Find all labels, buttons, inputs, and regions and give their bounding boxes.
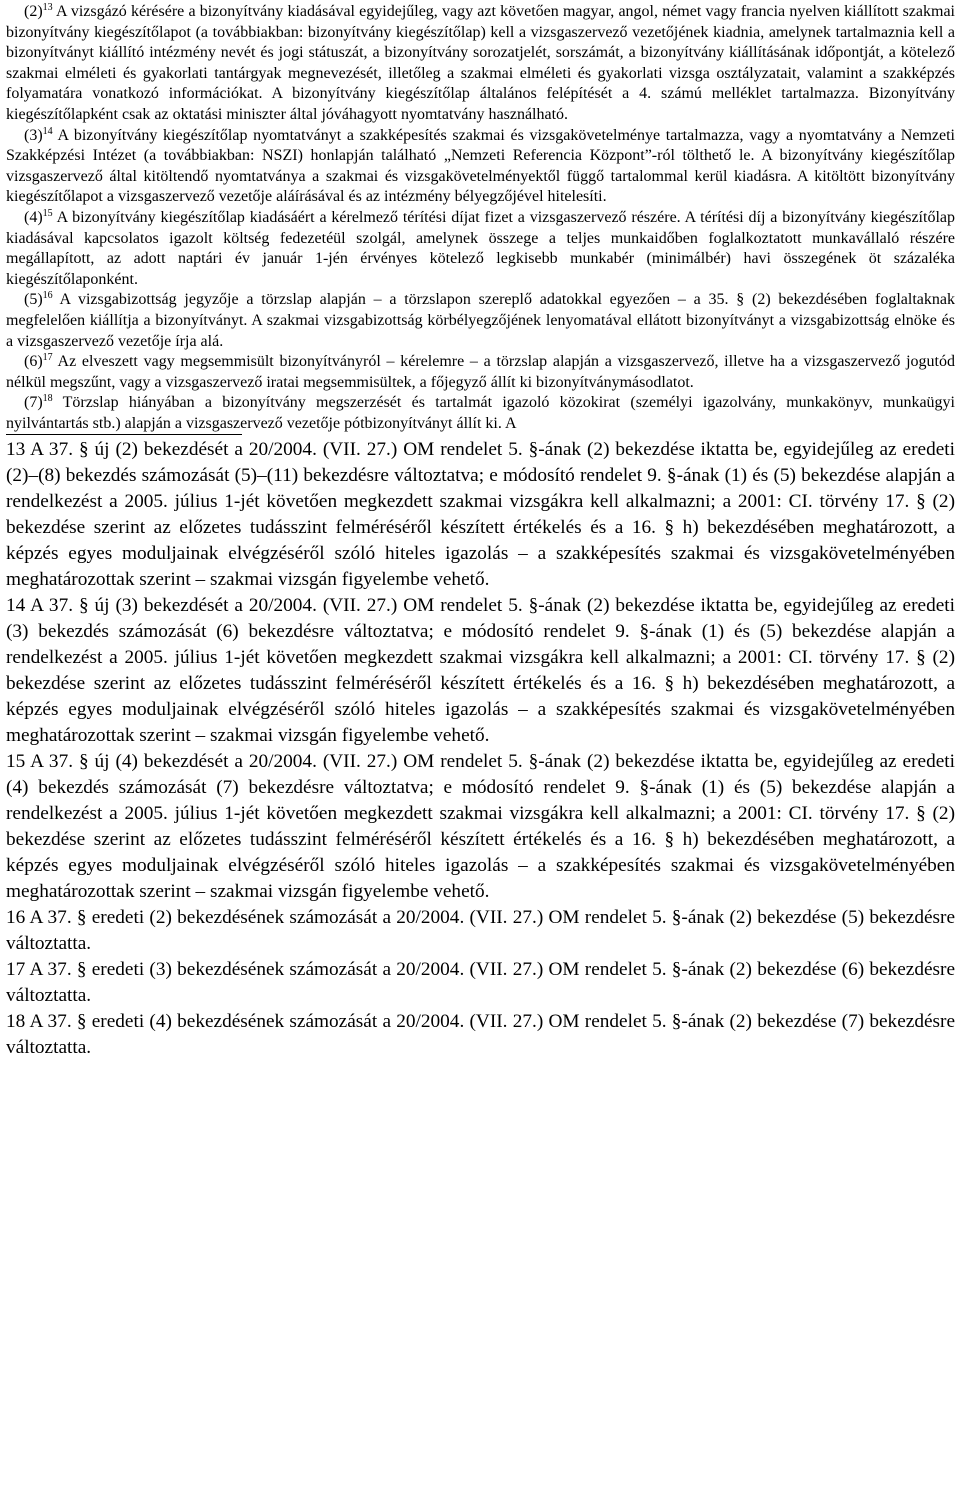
footnote-ref: 13 bbox=[42, 2, 53, 13]
footnote-17: 17 A 37. § eredeti (3) bekezdésének számozását a 20/2004. (VII. 27.) OM rendelet 5. §-ának (2) bekezdése (6) bekezdésre változtatta. bbox=[6, 959, 955, 1007]
footnote-18: 18 A 37. § eredeti (4) bekezdésének számozását a 20/2004. (VII. 27.) OM rendelet 5. §-ának (2) bekezdése (7) bekezdésre változtatta. bbox=[6, 1011, 955, 1059]
paragraph-text: Az elveszett vagy megsemmisült bizonyítványról – kérelemre – a törzslap alapján a vizsgaszervező, illetve ha a vizsgaszervező jogutód nélkül megszűnt, vagy a vizsgaszervező iratai megsemmisültek, a főjegyző állít ki bizonyítványmásodlatot. bbox=[6, 353, 955, 391]
paragraph-6 bbox=[6, 352, 955, 393]
paragraph-text: A vizsgabizottság jegyzője a törzslap alapján – a törzslapon szereplő adatokkal egyezően – a 35. § (2) bekezdésében foglaltaknak megfelelően kiállítja a bizonyítványt. A szakmai vizsgabizottság körbélyegzőjének lenyomatával ellátott bizonyítványt a vizsgabizottság elnöke és a vizsgaszervező vezetője írja alá. bbox=[6, 291, 955, 350]
footnote-ref: 18 bbox=[42, 393, 53, 405]
paragraph-text: Törzslap hiányában a bizonyítvány megszerzését és tartalmát igazoló közokirat (személyi igazolvány, munkakönyv, munkaügyi nyilvántartás stb.) alapján a vizsgaszervező vezetője pótbizonyítványt állít ki. A bbox=[6, 394, 956, 432]
paragraph-number: (7) bbox=[24, 394, 43, 412]
paragraph-number: (2) bbox=[24, 3, 43, 20]
paragraph-number: (5) bbox=[24, 291, 43, 309]
footnote-14: 14 A 37. § új (3) bekezdését a 20/2004. (VII. 27.) OM rendelet 5. §-ának (2) bekezdése iktatta be, egyidejűleg az eredeti (3) bekezdés számozását (6) bekezdésre változtatva; e módosító rendelet 9. §-ának (1) és (5) bekezdése alapján a rendelkezést a 2005. július 1-jét követően megkezdett szakmai vizsgákra kell alkalmazni; a 2001: CI. törvény 17. § (2) bekezdése szerint az előzetes tudásszint felméréséről készített értékelés és a 16. § h) bekezdésében meghatározott, a képzés egyes moduljainak elvégzéséről szóló hiteles igazolás – a szakképesítés szakmai és vizsgakövetelményében meghatározottak szerint – szakmai vizsgán figyelembe vehető. bbox=[6, 595, 955, 747]
footnote-separator bbox=[6, 434, 242, 435]
footnote-ref: 16 bbox=[42, 290, 53, 302]
footnote-ref: 15 bbox=[42, 207, 53, 219]
footnote-ref: 14 bbox=[42, 125, 53, 137]
footnote-15: 15 A 37. § új (4) bekezdését a 20/2004. (VII. 27.) OM rendelet 5. §-ának (2) bekezdése iktatta be, egyidejűleg az eredeti (4) bekezdés számozását (7) bekezdésre változtatva; e módosító rendelet 9. §-ának (1) és (5) bekezdése alapján a rendelkezést a 2005. július 1-jét követően megkezdett szakmai vizsgákra kell alkalmazni; a 2001: CI. törvény 17. § (2) bekezdése szerint az előzetes tudásszint felméréséről készített értékelés és a 16. § h) bekezdésében meghatározott, a képzés egyes moduljainak elvégzéséről szóló hiteles igazolás – a szakképesítés szakmai és vizsgakövetelményében meghatározottak szerint – szakmai vizsgán figyelembe vehető. bbox=[6, 751, 955, 903]
paragraph-number: (6) bbox=[24, 353, 43, 371]
footnote-ref: 17 bbox=[42, 352, 53, 364]
footnotes bbox=[6, 437, 955, 1061]
paragraph-number: (4) bbox=[24, 208, 43, 226]
paragraph-4 bbox=[6, 208, 955, 290]
paragraph-7 bbox=[6, 393, 955, 434]
paragraph-2 bbox=[6, 0, 955, 126]
body-text bbox=[6, 0, 955, 434]
paragraph-text: A bizonyítvány kiegészítőlap kiadásáért a kérelmező térítési díjat fizet a vizsgaszervező részére. A térítési díj a bizonyítvány kiegészítőlap kiadásával kapcsolatos igazolt költség fedezetéül szolgál, amelynek összege a teljes munkaidőben foglalkoztatott munkavállaló részére megállapított, az adott naptári év január 1-jén érvényes kötelező legkisebb munkabér (minimálbér) havi összegének öt százaléka kiegészítőlaponként. bbox=[6, 208, 955, 288]
paragraph-3 bbox=[6, 126, 955, 208]
footnote-16: 16 A 37. § eredeti (2) bekezdésének számozását a 20/2004. (VII. 27.) OM rendelet 5. §-ának (2) bekezdése (5) bekezdésre változtatta. bbox=[6, 907, 955, 955]
paragraph-text: A bizonyítvány kiegészítőlap nyomtatványt a szakképesítés szakmai és vizsgakövetelménye tartalmazza, vagy a nyomtatvány a Nemzeti Szakképzési Intézet (a továbbiakban: NSZI) honlapján található „Nemzeti Referencia Központ”-ról tölthető le. A bizonyítvány kiegészítőlap vizsgaszervező által kitöltendő nyomtatványa a szakmai és vizsgakövetelményektől függő tartalommal kerül kiadásra. A kitöltött bizonyítvány kiegészítőlapot a vizsgaszervező vezetője aláírásával és az intézmény bélyegzőjével hitelesíti. bbox=[6, 126, 955, 206]
paragraph-number: (3) bbox=[24, 126, 43, 144]
paragraph-5 bbox=[6, 290, 955, 352]
paragraph-text: A vizsgázó kérésére a bizonyítvány kiadásával egyidejűleg, vagy azt követően magyar, angol, német vagy francia nyelven kiállított szakmai bizonyítvány kiegészítőlapot (a továbbiakban: bizonyítvány kiegészítőlap) kell a vizsgaszervező vezetőjének kiadnia, amelynek tartalmaznia kell a bizonyítványt kiállító intézmény nevét és jogi státuszát, a bizonyítvány sorozatjelét, sorszámát, a bizonyítvány kiállításának időpontját, a kötelező szakmai elméleti és gyakorlati tantárgyak megnevezését, illetőleg a szakmai elméleti és gyakorlati vizsga osztályzatait, valamint a szakképzés folyamatára vonatkozó információkat. A bizonyítvány kiegészítőlap általános felépítését a 4. számú melléklet tartalmazza. Bizonyítvány kiegészítőlapként csak az oktatási miniszter által jóváhagyott nyomtatvány használható. bbox=[6, 3, 955, 123]
footnote-13: 13 A 37. § új (2) bekezdését a 20/2004. (VII. 27.) OM rendelet 5. §-ának (2) bekezdése iktatta be, egyidejűleg az eredeti (2)–(8) bekezdés számozását (5)–(11) bekezdésre változtatva; e módosító rendelet 9. §-ának (1) és (5) bekezdése alapján a rendelkezést a 2005. július 1-jét követően megkezdett szakmai vizsgákra kell alkalmazni; a 2001: CI. törvény 17. § (2) bekezdése szerint az előzetes tudásszint felméréséről készített értékelés és a 16. § h) bekezdésében meghatározott, a képzés egyes moduljainak elvégzéséről szóló hiteles igazolás – a szakképesítés szakmai és vizsgakövetelményében meghatározottak szerint – szakmai vizsgán figyelembe vehető. bbox=[6, 439, 955, 591]
